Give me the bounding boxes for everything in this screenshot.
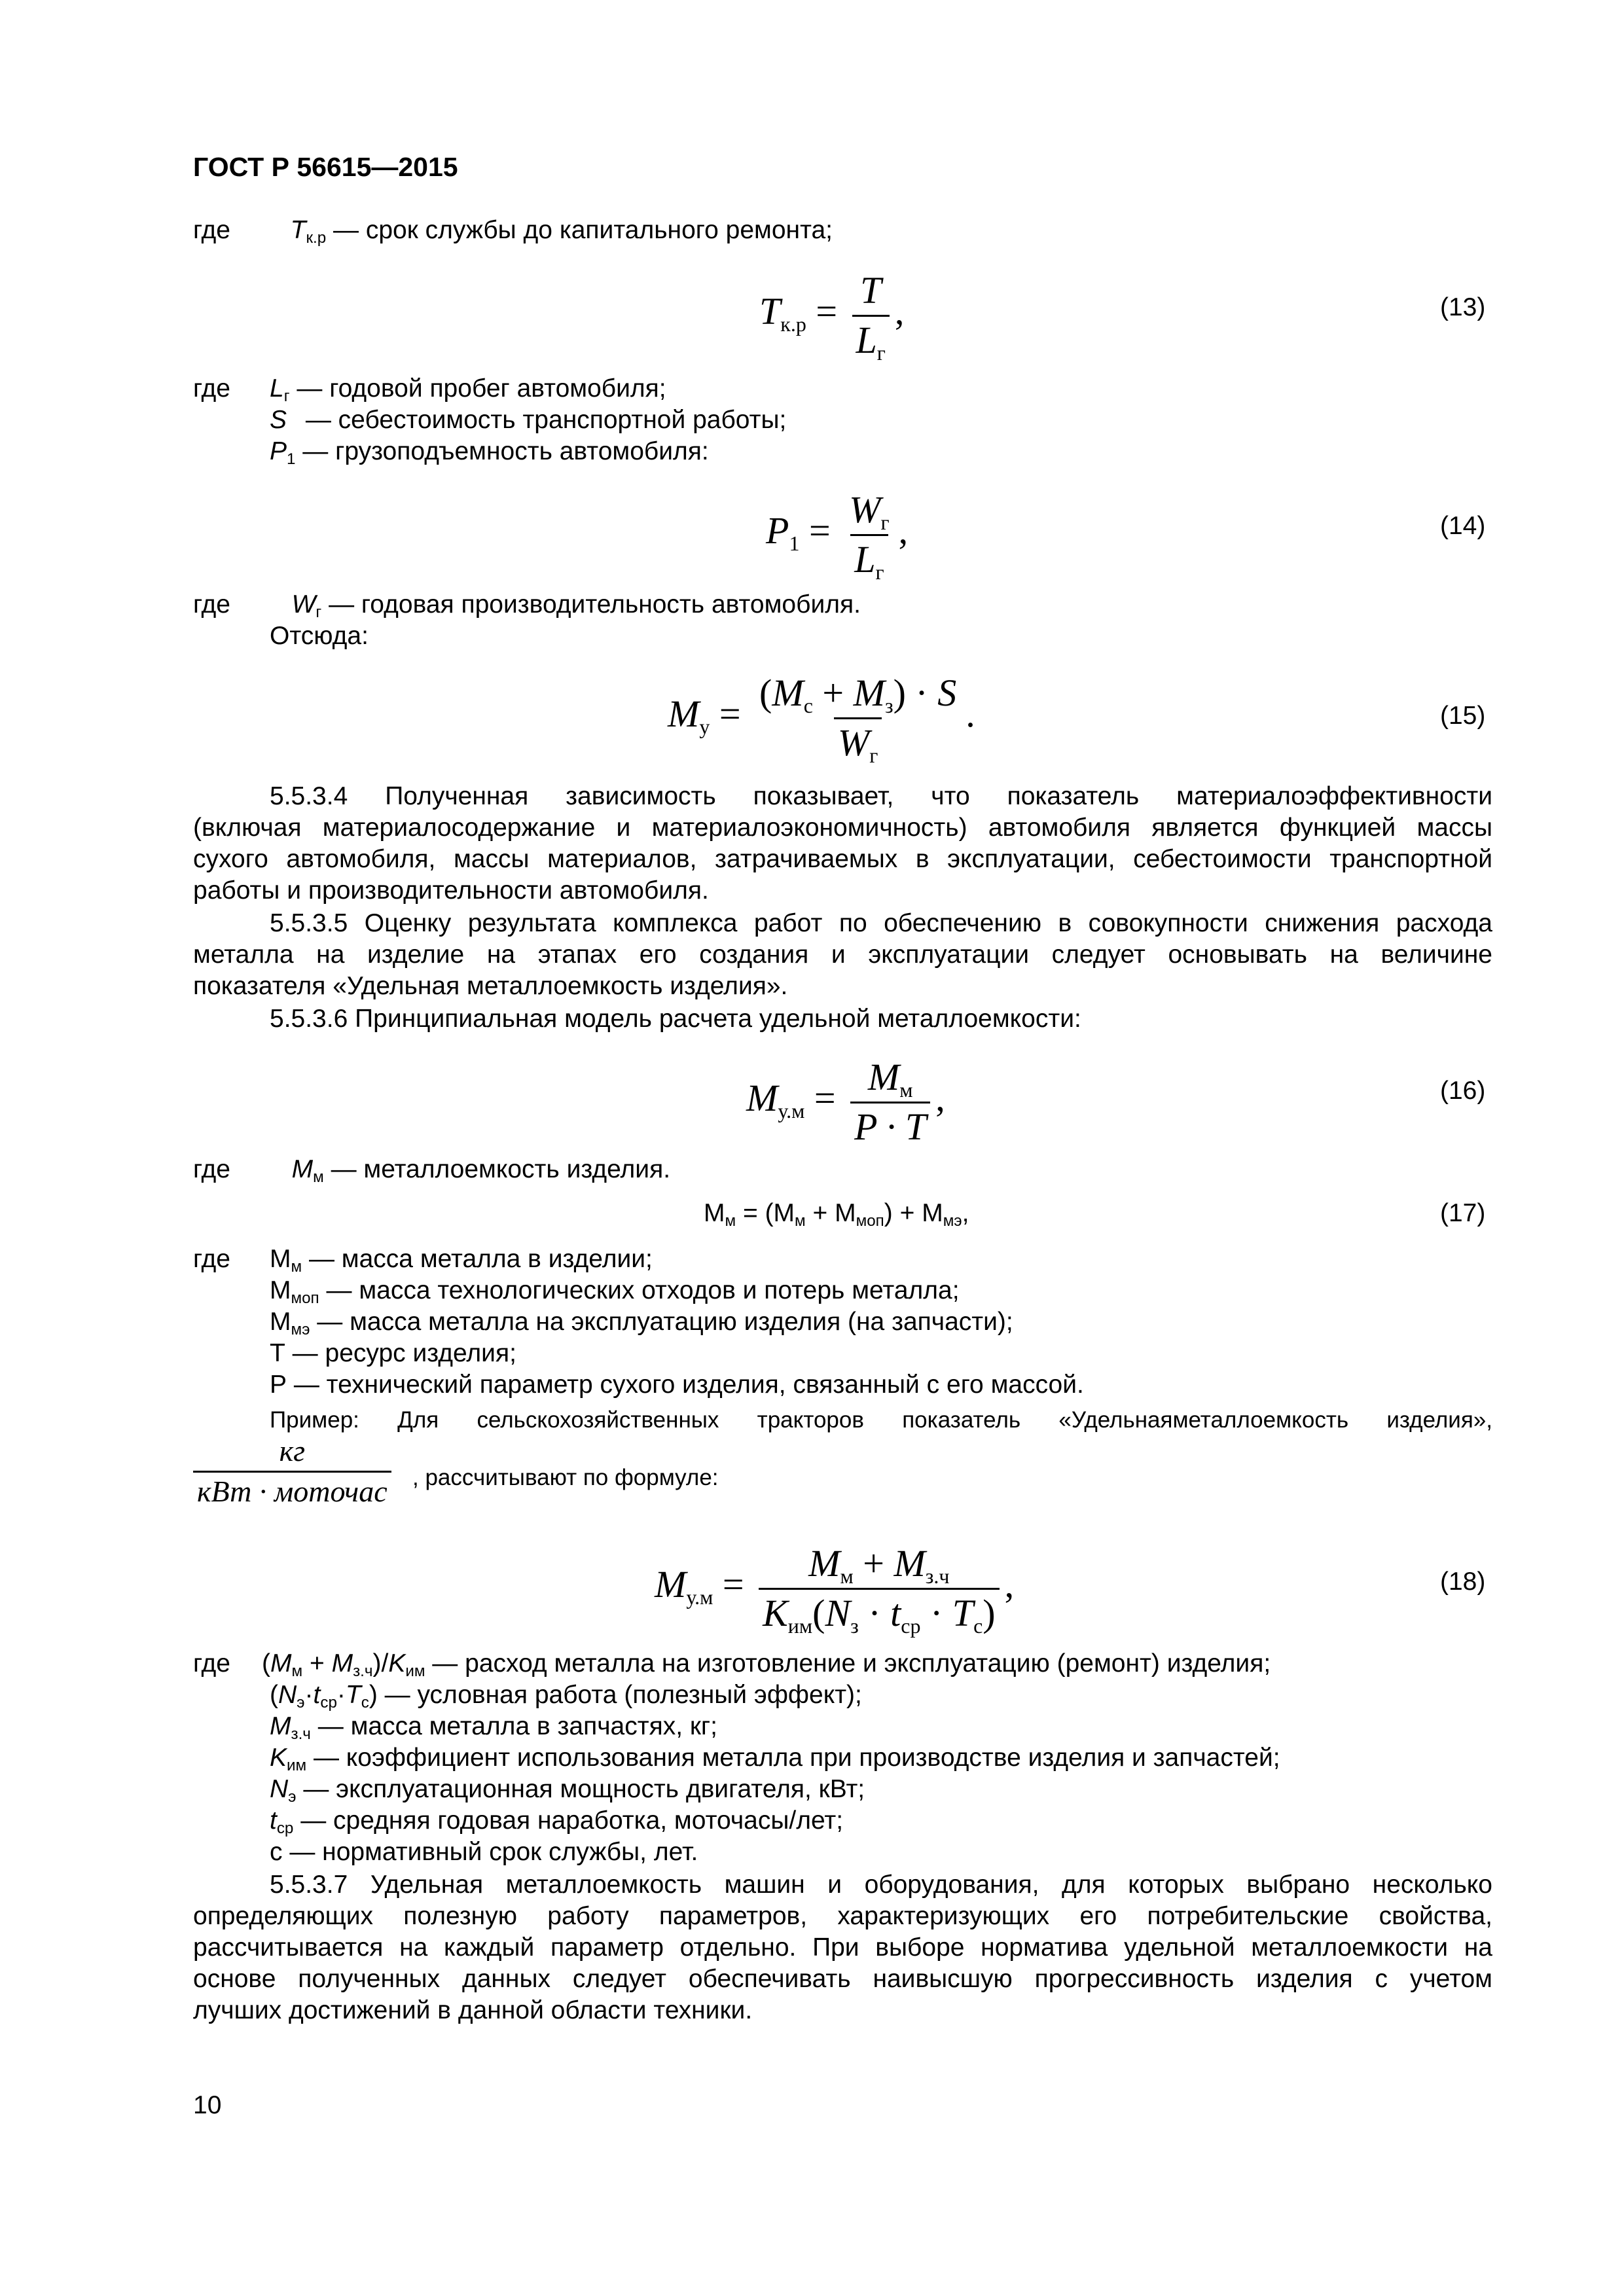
eq-tail: , — [962, 1199, 969, 1227]
definition-line — [270, 1806, 843, 1836]
fraction — [845, 488, 893, 584]
equation-18: $M_{у.м}$ = $\frac{M_м + M_{з.ч}}{K_{им}(N_з \cdot t_{ср} \cdot T_с)}$ , — [655, 1542, 1015, 1638]
unit-denominator: кВт · моточас — [193, 1471, 391, 1509]
symbol: M — [291, 1155, 314, 1183]
paragraph-line — [270, 1871, 1492, 1900]
definition-text: — масса металла в запчастях, кг; — [310, 1712, 717, 1740]
fraction: $\frac{(M_с + M_з) \cdot S}{W_г}$ — [759, 672, 957, 768]
denominator-sub: г — [875, 560, 884, 584]
denominator-term: N — [825, 1592, 851, 1634]
definition-text: — средняя годовая наработка, моточасы/лет; — [293, 1806, 844, 1835]
paragraph-text: 5.5.3.4 Полученная зависимость показывает, что показатель материалоэффективности — [270, 782, 1492, 810]
eq-lhs: T — [759, 289, 781, 332]
symbol: t — [270, 1806, 277, 1835]
paragraph-text: определяющих полезную работу параметров, характеризующих его потребительские свойства, — [193, 1902, 1492, 1930]
definition-line — [270, 1245, 653, 1274]
numerator-term: S — [937, 672, 957, 714]
paragraph-text: лучших достижений в данной области техники. — [193, 1996, 753, 2024]
equation-17 — [704, 1199, 969, 1229]
paragraph-text: (включая материалосодержание и материалоэкономичность) автомобиля является функцией массы — [193, 814, 1492, 842]
symbol-subscript: 1 — [287, 450, 296, 468]
equation-14: $P_1$ = $\frac{W_г}{L_г}$ , — [766, 488, 909, 584]
definition-text: — расход металла на изготовление и эксплуатацию (ремонт) изделия; — [425, 1649, 1271, 1677]
where-label: где — [193, 1245, 230, 1273]
symbol: M — [270, 1712, 291, 1740]
example-text: Пример: Для сельскохозяйственных тракторов показатель «Удельнаяметаллоемкость изделия», — [270, 1407, 1492, 1433]
definition-text: — срок службы до капитального ремонта; — [326, 216, 833, 244]
symbol-subscript: моп — [291, 1289, 319, 1307]
denominator-term: T — [952, 1592, 974, 1634]
definition-text: — масса металла в изделии; — [302, 1245, 653, 1273]
symbol: М — [270, 1245, 291, 1273]
paragraph-text: металла на изделие на этапах его создания и эксплуатации следует основывать на величине — [193, 941, 1492, 969]
definition-text: — годовой пробег автомобиля; — [289, 374, 666, 403]
paragraph-text: 5.5.3.7 Удельная металлоемкость машин и оборудования, для которых выбрано несколько — [270, 1871, 1492, 1899]
symbol-subscript: г — [283, 387, 290, 405]
symbol-subscript: з.ч — [353, 1662, 373, 1680]
page-number: 10 — [193, 2091, 222, 2119]
denominator: W — [837, 721, 870, 764]
example-unit — [193, 1433, 391, 1509]
numerator: W — [849, 488, 881, 531]
paragraph-text: основе полученных данных следует обеспечивать наивысшую прогрессивность изделия с учетом — [193, 1965, 1492, 1993]
symbol-subscript: э — [297, 1693, 305, 1712]
paragraph-line — [193, 972, 787, 1001]
definition-text: — масса металла на эксплуатацию изделия (на запчасти); — [310, 1308, 1013, 1336]
paren: ( — [270, 1681, 278, 1709]
paragraph-line — [193, 1902, 1492, 1931]
paren: ) — [369, 1681, 378, 1709]
definition-line — [270, 374, 666, 404]
definition-line — [270, 1308, 1013, 1337]
denominator-term-sub: з — [850, 1614, 859, 1638]
definition-line — [270, 437, 709, 467]
eq-tail: , — [898, 509, 909, 552]
hence-label: Отсюда: — [270, 622, 369, 650]
operator: )/ — [372, 1649, 389, 1677]
numerator: T — [860, 269, 882, 312]
symbol-subscript: им — [405, 1662, 425, 1680]
operator: · — [336, 1681, 346, 1709]
where-label: где — [193, 590, 230, 619]
symbol: K — [388, 1649, 406, 1677]
eq-term: = (М — [736, 1199, 795, 1227]
definition-line — [262, 1649, 1271, 1679]
numerator-term-sub: м — [840, 1564, 854, 1588]
numerator-term: M — [853, 672, 885, 714]
paren: ( — [262, 1649, 270, 1677]
eq-term: ) + М — [884, 1199, 943, 1227]
eq-lhs: P — [766, 509, 789, 552]
symbol: W — [291, 590, 316, 619]
denominator: P · T — [850, 1102, 930, 1149]
definition-text: — ресурс изделия; — [285, 1339, 516, 1367]
symbol: М — [270, 1308, 291, 1336]
symbol: L — [270, 374, 284, 403]
definition-text: — технический параметр сухого изделия, связанный с его массой. — [287, 1371, 1084, 1399]
symbol: K — [270, 1744, 287, 1772]
where-label: где — [193, 216, 230, 244]
definition-line — [270, 1681, 862, 1710]
eq-lhs: M — [668, 692, 700, 735]
fraction — [850, 1055, 930, 1149]
definition-text: — себестоимость транспортной работы; — [298, 406, 787, 434]
paragraph-line — [193, 1996, 752, 2026]
denominator-term-sub: с — [973, 1614, 983, 1638]
fraction: $\frac{M_м + M_{з.ч}}{K_{им}(N_з \cdot t_{ср} \cdot T_с)}$ — [759, 1541, 1000, 1635]
definition-line — [193, 216, 833, 245]
paragraph-line — [193, 814, 1492, 843]
eq-term-sub: м — [725, 1211, 736, 1230]
symbol-subscript: г — [316, 603, 322, 621]
paragraph-text: рассчитывается на каждый параметр отдельно. При выборе норматива удельной металлоемкости на — [193, 1933, 1492, 1962]
eq-lhs: M — [746, 1076, 778, 1119]
definition-line — [193, 1155, 670, 1185]
eq-lhs-sub: у — [699, 715, 710, 738]
symbol-subscript: с — [361, 1693, 369, 1712]
symbol: t — [313, 1681, 321, 1709]
numerator-term-sub: з — [884, 694, 893, 718]
symbol: N — [278, 1681, 297, 1709]
denominator-term: K — [763, 1592, 788, 1634]
eq-lhs: M — [655, 1562, 687, 1605]
symbol: Р — [270, 1371, 287, 1399]
eq-lhs-sub: у.м — [778, 1099, 805, 1122]
eq-tail: . — [965, 692, 975, 735]
numerator-sub: м — [899, 1078, 913, 1102]
definition-text: — грузоподъемность автомобиля: — [295, 437, 709, 465]
definition-line — [270, 1276, 960, 1306]
definition-line — [270, 1712, 717, 1742]
denominator-sub: г — [876, 341, 886, 365]
definition-text: — масса технологических отходов и потерь металла; — [319, 1276, 960, 1304]
denominator-sub: г — [869, 744, 878, 768]
fraction — [852, 268, 890, 365]
paragraph-line — [193, 845, 1492, 874]
eq-tail: , — [935, 1076, 945, 1119]
symbol-subscript: м — [313, 1168, 324, 1186]
definition-text: — условная работа (полезный эффект); — [377, 1681, 862, 1709]
symbol: S — [270, 406, 287, 434]
symbol-subscript: к.р — [306, 228, 327, 247]
symbol-subscript: з.ч — [291, 1725, 311, 1743]
equation-15: $M_у$ = $\frac{(M_с + M_з) \cdot S}{W_г}$ . — [668, 672, 975, 768]
paragraph-text: работы и производительности автомобиля. — [193, 876, 709, 905]
paragraph-line — [270, 909, 1492, 939]
where-label: где — [193, 374, 230, 403]
definition-line — [193, 590, 861, 620]
symbol-subscript: э — [288, 1787, 297, 1806]
equation-number: (16) — [1440, 1077, 1486, 1105]
symbol: Т — [270, 1339, 285, 1367]
paragraph-text: сухого автомобиля, массы материалов, затрачиваемых в эксплуатации, себестоимости транспортной — [193, 845, 1492, 873]
paragraph-line — [193, 876, 709, 906]
paragraph-line — [193, 1965, 1492, 1994]
paragraph-line — [193, 1933, 1492, 1963]
example-text: , рассчитывают по формуле: — [412, 1465, 719, 1490]
symbol: М — [270, 1276, 291, 1304]
equation-13: $T_{к.р}$ = $\frac{T}{L_г}$ , — [759, 269, 905, 365]
eq-term: М — [704, 1199, 725, 1227]
eq-term-sub: моп — [856, 1211, 884, 1230]
symbol-subscript: м — [291, 1257, 302, 1276]
numerator-term-sub: с — [803, 694, 813, 718]
equation-number: (18) — [1440, 1568, 1486, 1596]
unit-numerator: кг — [279, 1434, 306, 1467]
equation-number: (15) — [1440, 702, 1486, 730]
symbol: P — [270, 437, 287, 465]
symbol-subscript: ср — [320, 1693, 337, 1712]
where-label: где — [193, 1155, 230, 1183]
eq-term-sub: м — [795, 1211, 806, 1230]
paragraph-line — [270, 782, 1492, 812]
denominator: L — [856, 319, 877, 361]
symbol-subscript: ср — [276, 1819, 294, 1837]
paragraph-text: 5.5.3.5 Оценку результата комплекса работ по обеспечению в совокупности снижения расхода — [270, 909, 1492, 937]
definition-text: — эксплуатационная мощность двигателя, кВт; — [296, 1775, 865, 1803]
definition-text: — коэффициент использования металла при производстве изделия и запчастей; — [306, 1744, 1280, 1772]
symbol: T — [290, 216, 306, 244]
eq-tail: , — [1004, 1562, 1015, 1605]
definition-line — [270, 1339, 516, 1369]
eq-term-sub: мэ — [943, 1211, 962, 1230]
example-note-line — [270, 1407, 1492, 1433]
document-header: ГОСТ Р 56615—2015 — [193, 152, 458, 182]
definition-text: — металлоемкость изделия. — [323, 1155, 671, 1183]
unit-fraction — [193, 1433, 391, 1509]
symbol: M — [331, 1649, 353, 1677]
symbol-subscript: м — [291, 1662, 303, 1680]
denominator-term-sub: ср — [901, 1614, 921, 1638]
denominator-term-sub: им — [787, 1614, 813, 1638]
numerator-term: M — [808, 1542, 840, 1585]
symbol-subscript: им — [287, 1756, 307, 1774]
equation-number: (13) — [1440, 293, 1486, 321]
definition-text: — годовая производительность автомобиля. — [321, 590, 861, 619]
paragraph-text: показателя «Удельная металлоемкость изделия». — [193, 972, 788, 1000]
equation-number: (14) — [1440, 512, 1486, 540]
definition-line — [270, 1744, 1280, 1773]
operator: + — [302, 1649, 332, 1677]
definition-line: с — нормативный срок службы, лет. — [270, 1838, 698, 1866]
symbol: T — [345, 1681, 361, 1709]
paragraph-line: 5.5.3.6 Принципиальная модель расчета удельной металлоемкости: — [270, 1005, 1081, 1033]
denominator-term: t — [890, 1592, 901, 1634]
numerator-sub: г — [880, 511, 890, 535]
numerator-term: M — [772, 672, 804, 714]
eq-lhs-sub: 1 — [789, 531, 800, 555]
symbol-subscript: мэ — [291, 1320, 310, 1338]
equation-16: $M_{у.м}$ = $\frac{M_м}{P \cdot T}$ , — [746, 1056, 945, 1148]
operator: · — [304, 1681, 314, 1709]
numerator-term: M — [893, 1542, 926, 1585]
eq-tail: , — [894, 289, 905, 332]
equation-number: (17) — [1440, 1199, 1486, 1227]
symbol: N — [270, 1775, 289, 1803]
definition-line — [270, 1775, 865, 1804]
eq-lhs-sub: к.р — [780, 312, 806, 336]
where-label: где — [193, 1649, 230, 1677]
denominator: L — [854, 538, 876, 581]
numerator: M — [867, 1056, 900, 1098]
eq-term: + М — [805, 1199, 856, 1227]
symbol: M — [270, 1649, 292, 1677]
eq-lhs-sub: у.м — [686, 1585, 713, 1609]
definition-line — [270, 406, 786, 435]
paragraph-line — [193, 941, 1492, 970]
numerator-term-sub: з.ч — [925, 1564, 950, 1588]
definition-line — [270, 1371, 1084, 1400]
